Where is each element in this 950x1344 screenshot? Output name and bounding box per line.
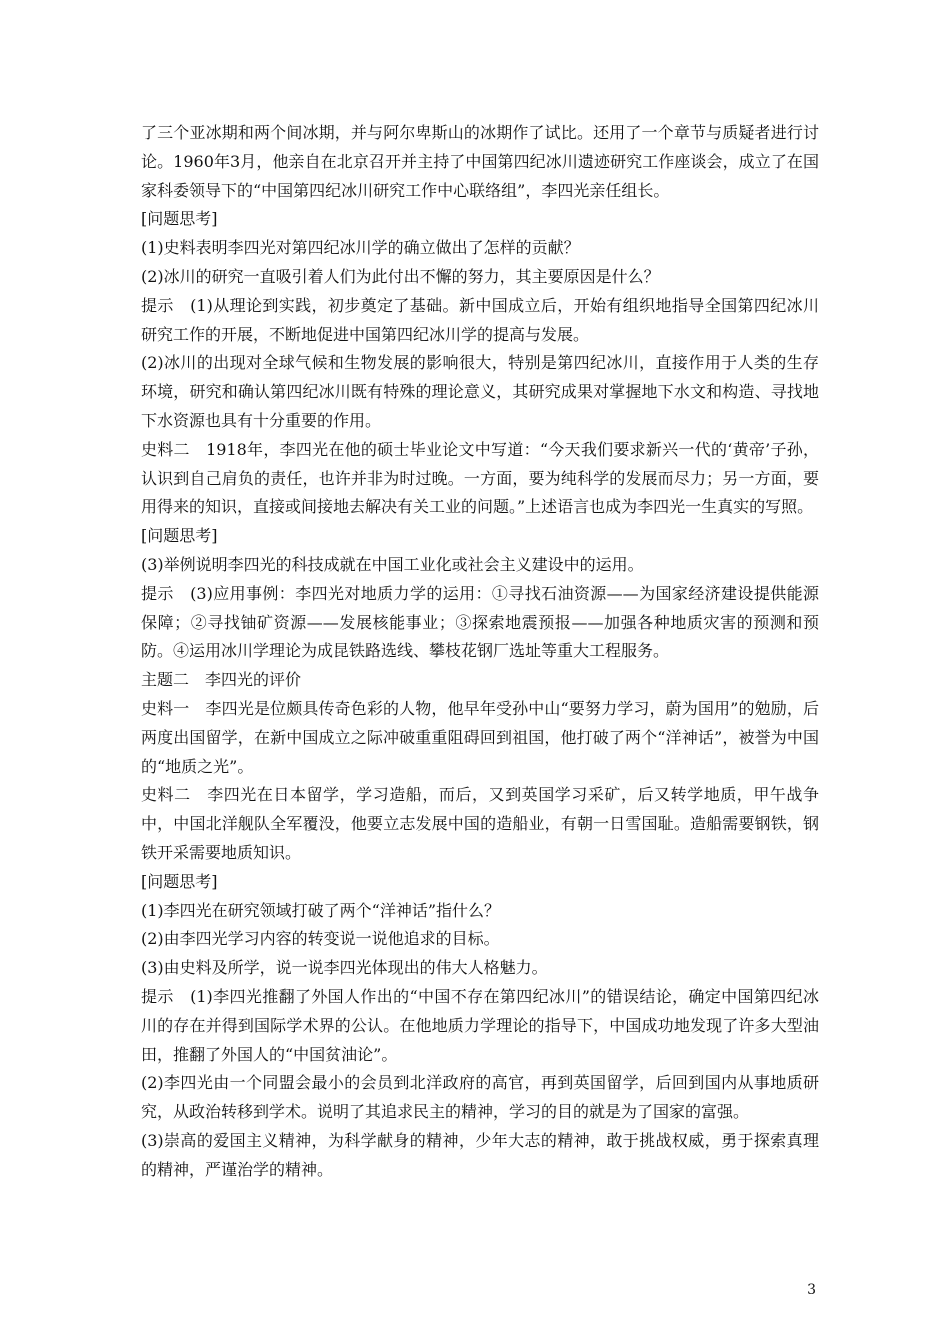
hint-paragraph: (2)李四光由一个同盟会最小的会员到北洋政府的高官，再到英国留学，后回到国内从事地质研究，从政治转移到学术。说明了其追求民主的精神，学习的目的就是为了国家的富强。 [141,1073,819,1122]
topic-heading: 主题二 李四光的评价 [141,670,302,690]
hint-paragraph: 提示 (3)应用事例：李四光对地质力学的运用：①寻找石油资源——为国家经济建设提供能源保障；②寻找铀矿资源——发展核能事业；③探索地震预报——加强各种地质灾害的预测和预防。④运用冰川学理论为成昆铁路选线、攀枝花钢厂选址等重大工程服务。 [141,583,819,661]
source-paragraph: 史料二 李四光在日本留学，学习造船，而后，又到英国学习采矿，后又转学地质，甲午战争中，中国北洋舰队全军覆没，他要立志发展中国的造船业，有朝一日雪国耻。造船需要钢铁，钢铁开采需要地质知识。 [141,785,819,862]
section-label-question: [问题思考] [141,526,218,546]
hint-paragraph: 提示 (1)李四光推翻了外国人作出的“中国不存在第四纪冰川”的错误结论，确定中国第四纪冰川的存在并得到国际学术界的公认。在他地质力学理论的指导下，中国成功地发现了许多大型油田，推翻了外国人的“中国贫油论”。 [141,986,819,1064]
section-label-question: [问题思考] [141,871,218,891]
question-item: (1)史料表明李四光对第四纪冰川学的确立做出了怎样的贡献？ [141,238,580,258]
hint-paragraph: 提示 (1)从理论到实践，初步奠定了基础。新中国成立后，开始有组织地指导全国第四纪冰川研究工作的开展，不断地促进中国第四纪冰川学的提高与发展。 [141,295,819,344]
question-item: (3)由史料及所学，说一说李四光体现出的伟大人格魅力。 [141,958,548,978]
question-item: (2)冰川的研究一直吸引着人们为此付出不懈的努力，其主要原因是什么？ [141,266,660,286]
section-label-question: [问题思考] [141,209,218,229]
document-body [141,119,819,1184]
source-paragraph: 史料二 1918年，李四光在他的硕士毕业论文中写道：“今天我们要求新兴一代的‘黄帝’子孙，认识到自己肩负的责任，也许并非为时过晚。一方面，要为纯科学的发展而尽力；另一方面，要用得来的知识，直接或间接地去解决有关工业的问题。”上述语言也成为李四光一生真实的写照。 [141,439,819,517]
hint-paragraph: (2)冰川的出现对全球气候和生物发展的影响很大，特别是第四纪冰川，直接作用于人类的生存环境，研究和确认第四纪冰川既有特殊的理论意义，其研究成果对掌握地下水文和构造、寻找地下水资源也具有十分重要的作用。 [141,353,819,430]
page-number: 3 [807,1282,816,1298]
question-item: (2)由李四光学习内容的转变说一说他追求的目标。 [141,929,500,949]
source-paragraph: 史料一 李四光是位颇具传奇色彩的人物，他早年受孙中山“要努力学习，蔚为国用”的勉励，后两度出国留学，在新中国成立之际冲破重重阻碍回到祖国，他打破了两个“洋神话”，被誉为中国的“地质之光”。 [141,698,819,776]
paragraph-intro-continuation: 了三个亚冰期和两个间冰期，并与阿尔卑斯山的冰期作了试比。还用了一个章节与质疑者进行讨论。1960年3月，他亲自在北京召开并主持了中国第四纪冰川遗迹研究工作座谈会，成立了在国家科委领导下的“中国第四纪冰川研究工作中心联络组”，李四光亲任组长。 [141,123,819,200]
question-item: (1)李四光在研究领域打破了两个“洋神话”指什么？ [141,900,501,920]
question-item: (3)举例说明李四光的科技成就在中国工业化或社会主义建设中的运用。 [141,554,644,574]
hint-paragraph: (3)崇高的爱国主义精神，为科学献身的精神，少年大志的精神，敢于挑战权威，勇于探索真理的精神，严谨治学的精神。 [141,1130,819,1179]
